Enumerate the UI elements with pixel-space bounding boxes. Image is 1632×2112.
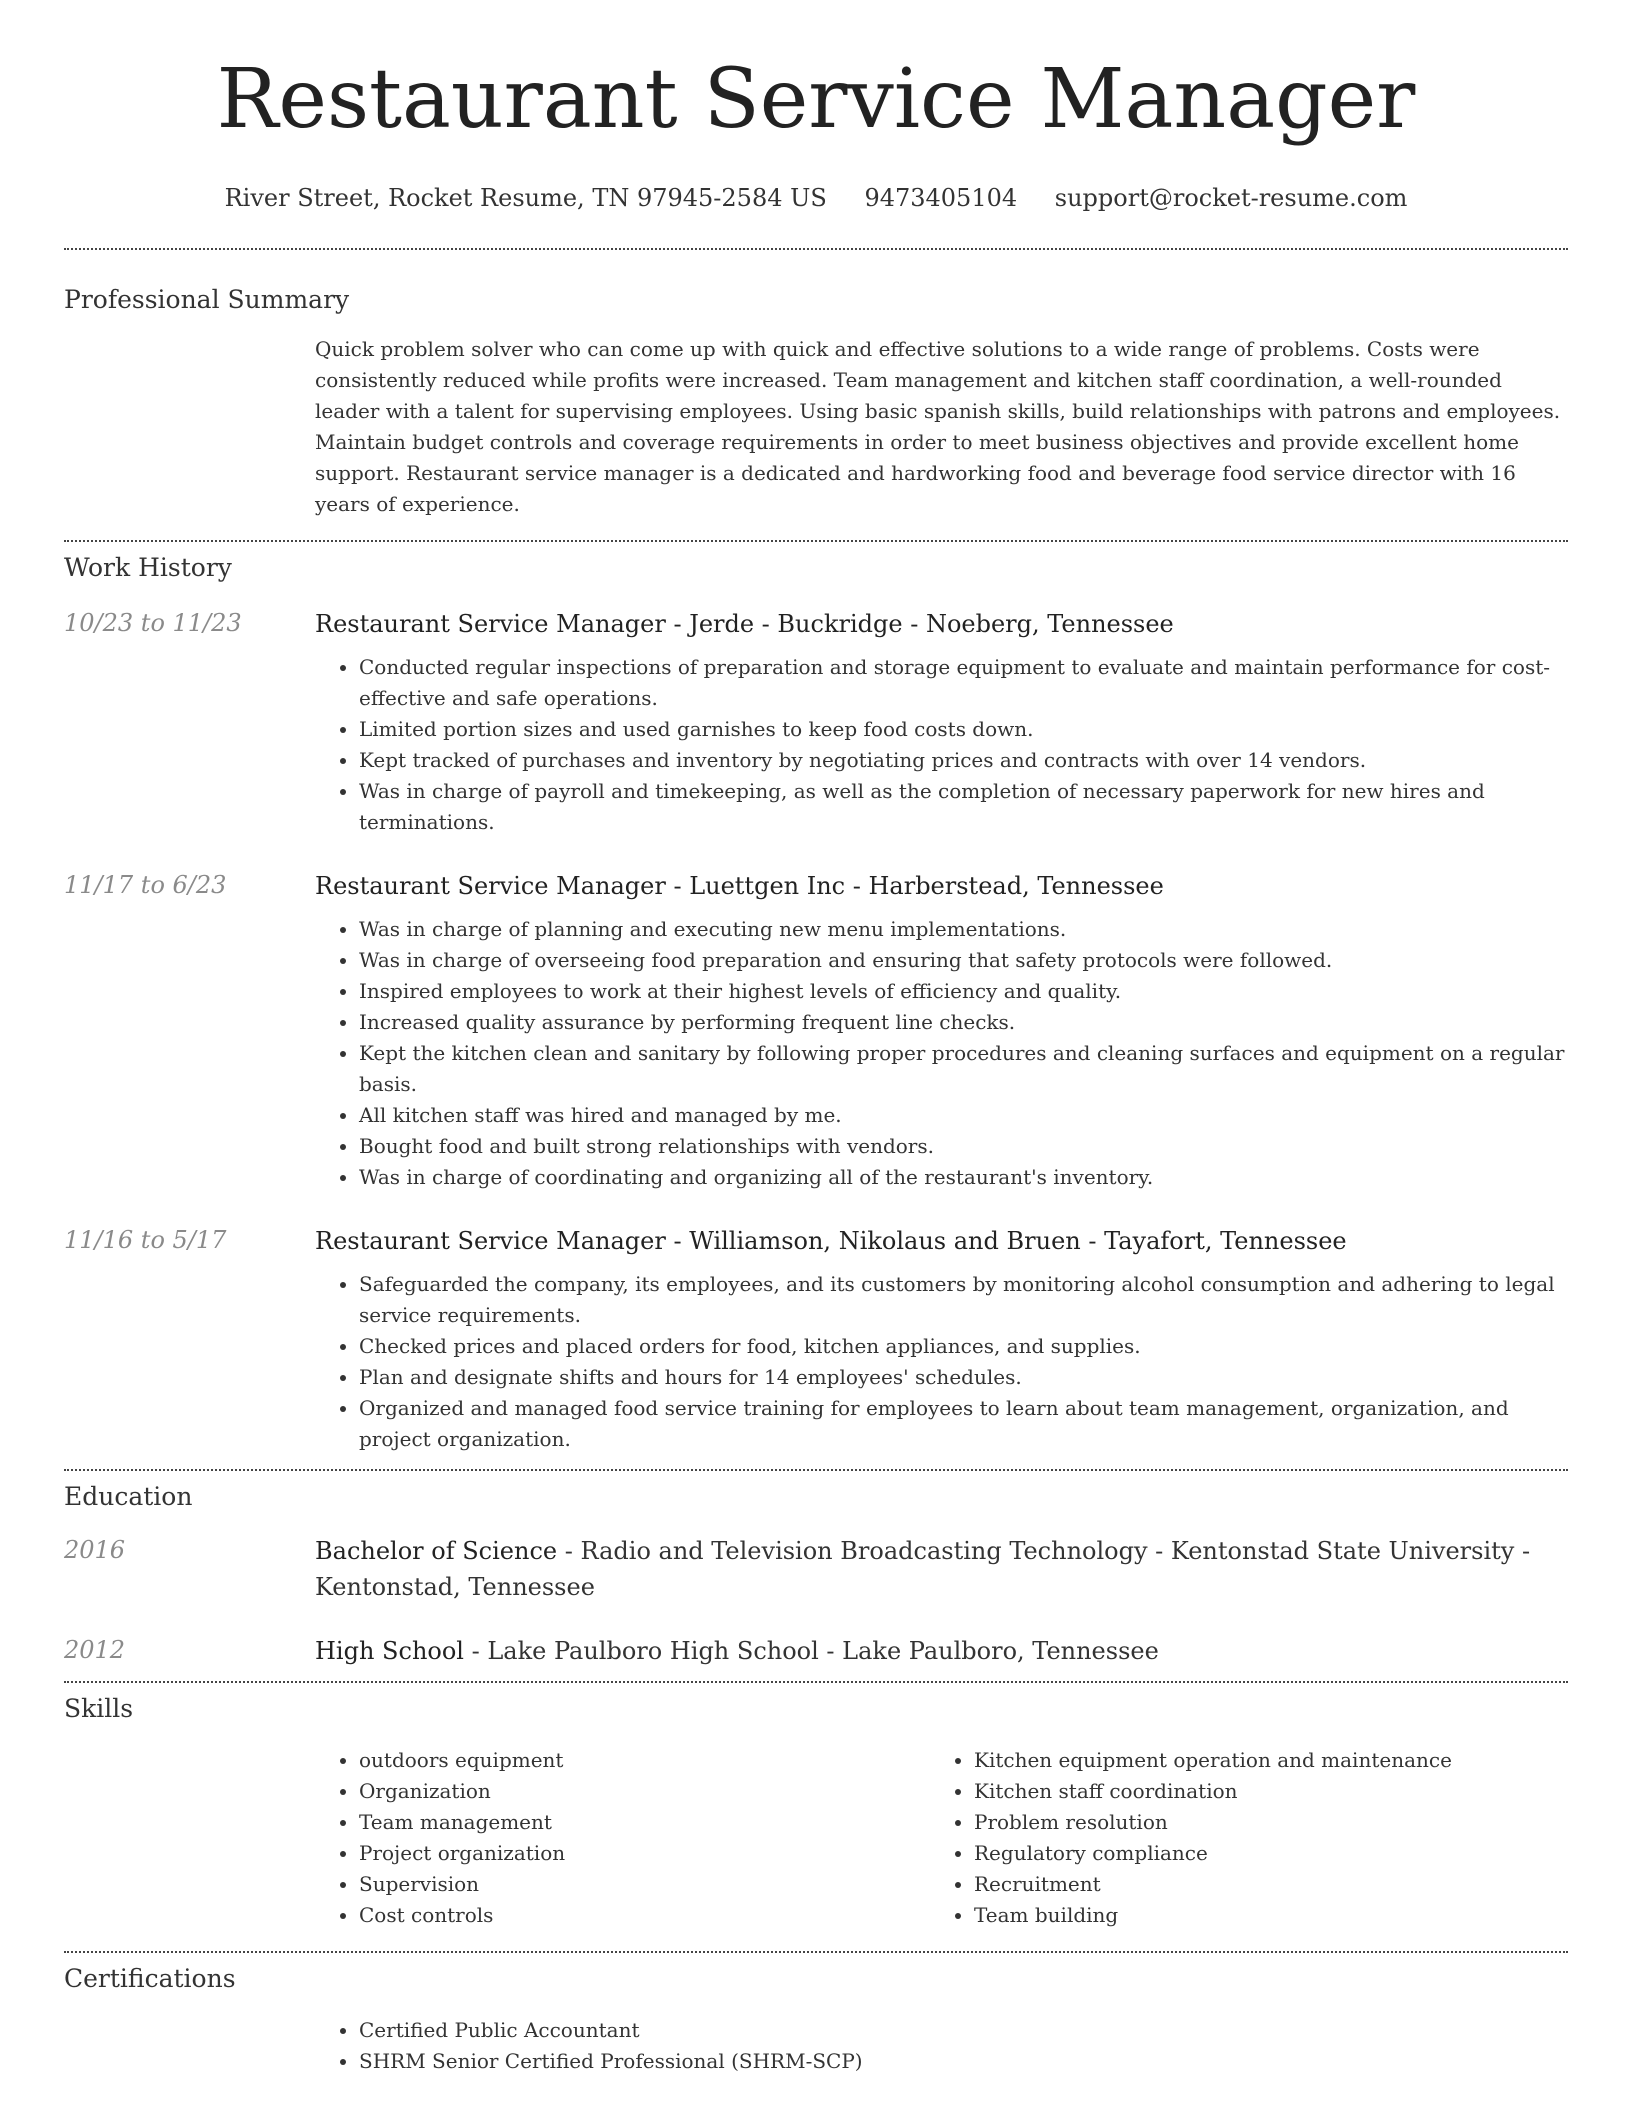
skill-item: • Kitchen equipment operation and maintenance (974, 1745, 1545, 1776)
list-item: • Was in charge of overseeing food preparation and ensuring that safety protocols were followed. (359, 945, 1568, 976)
skills-list-right (930, 1745, 1545, 1931)
list-item: • Increased quality assurance by performing frequent line checks. (359, 1007, 1568, 1038)
list-item: • Inspired employees to work at their highest levels of efficiency and quality. (359, 976, 1568, 1007)
job-entry (64, 1223, 1568, 1455)
skill-item: • Regulatory compliance (974, 1838, 1545, 1869)
skills-list-left (315, 1745, 930, 1931)
job-dates: 11/17 to 6/23 (64, 871, 227, 899)
education-school: - Lake Paulboro High School - Lake Paulboro, Tennessee (463, 1637, 1159, 1665)
list-item: • Safeguarded the company, its employees, and its customers by monitoring alcohol consumption and adhering to legal service requirements. (359, 1269, 1568, 1331)
education-details (315, 1633, 1568, 1669)
candidate-name: Restaurant Service Manager (216, 52, 1416, 147)
skill-item: • Team management (359, 1807, 930, 1838)
skills-section (64, 1683, 1568, 1931)
list-item: • Was in charge of payroll and timekeeping, as well as the completion of necessary paperwork for new hires and terminations. (359, 776, 1568, 838)
list-item: • Was in charge of coordinating and organizing all of the restaurant's inventory. (359, 1162, 1568, 1193)
education-entry (64, 1533, 1568, 1605)
list-item: • All kitchen staff was hired and managed by me. (359, 1100, 1568, 1131)
job-bullets (315, 1269, 1568, 1455)
skill-item: • outdoors equipment (359, 1745, 930, 1776)
job-dates: 11/16 to 5/17 (64, 1226, 227, 1254)
contact-line (64, 182, 1568, 214)
list-item: • Bought food and built strong relationships with vendors. (359, 1131, 1568, 1162)
job-bullets (315, 652, 1568, 838)
section-title-certifications: Certifications (64, 1964, 236, 1993)
certifications-section (64, 1953, 1568, 2077)
job-entry (64, 868, 1568, 1193)
degree: High School (315, 1637, 464, 1665)
skill-item: • Team building (974, 1900, 1545, 1931)
address: River Street, Rocket Resume, TN 97945-2584 US (224, 184, 827, 212)
certification-item: • Certified Public Accountant (359, 2015, 1568, 2046)
skill-item: • Organization (359, 1776, 930, 1807)
skills-columns (315, 1745, 1568, 1931)
certifications-list (315, 2015, 1568, 2077)
list-item: • Was in charge of planning and executing new menu implementations. (359, 914, 1568, 945)
skill-item: • Problem resolution (974, 1807, 1545, 1838)
certification-item: • SHRM Senior Certified Professional (SHRM-SCP) (359, 2046, 1568, 2077)
list-item: • Plan and designate shifts and hours for 14 employees' schedules. (359, 1362, 1568, 1393)
skill-item: • Kitchen staff coordination (974, 1776, 1545, 1807)
education-details (315, 1533, 1568, 1605)
section-title-skills: Skills (64, 1694, 134, 1723)
education-year: 2012 (64, 1636, 126, 1664)
list-item: • Kept tracked of purchases and inventory by negotiating prices and contracts with over 14 vendors. (359, 745, 1568, 776)
job-entry (64, 606, 1568, 838)
skill-item: • Cost controls (359, 1900, 930, 1931)
job-heading: Restaurant Service Manager - Jerde - Buckridge - Noeberg, Tennessee (315, 610, 1174, 638)
education-school: - Radio and Television Broadcasting Technology - Kentonstad State University - Kentonstad, Tennessee (315, 1537, 1531, 1601)
skill-item: • Project organization (359, 1838, 930, 1869)
education-section (64, 1471, 1568, 1669)
list-item: • Limited portion sizes and used garnishes to keep food costs down. (359, 714, 1568, 745)
job-heading: Restaurant Service Manager - Williamson, Nikolaus and Bruen - Tayafort, Tennessee (315, 1227, 1347, 1255)
list-item: • Checked prices and placed orders for food, kitchen appliances, and supplies. (359, 1331, 1568, 1362)
email: support@rocket-resume.com (1054, 184, 1408, 212)
education-entry (64, 1633, 1568, 1669)
job-bullets (315, 914, 1568, 1193)
summary-text: Quick problem solver who can come up with quick and effective solutions to a wide range of problems. Costs were consistently reduced while profits were increased. Team management and kitchen staff coordination, a well-rounded leader with a talent for supervising employees. Using basic spanish skills, build relationships with patrons and employees. Maintain budget controls and coverage requirements in order to meet business objectives and provide excellent home support. Restaurant service manager is a dedicated and hardworking food and beverage food service director with 16 years of experience. (315, 337, 1561, 516)
job-dates: 10/23 to 11/23 (64, 609, 242, 637)
job-heading: Restaurant Service Manager - Luettgen Inc - Harberstead, Tennessee (315, 872, 1164, 900)
phone: 9473405104 (864, 184, 1018, 212)
degree: Bachelor of Science (315, 1537, 558, 1565)
resume-header (64, 0, 1568, 214)
section-title-summary: Professional Summary (64, 285, 350, 314)
summary-section (64, 250, 1568, 520)
list-item: • Kept the kitchen clean and sanitary by following proper procedures and cleaning surfaces and equipment on a regular basis. (359, 1038, 1568, 1100)
skill-item: • Recruitment (974, 1869, 1545, 1900)
work-history-section (64, 542, 1568, 1455)
education-year: 2016 (64, 1536, 126, 1564)
section-title-education: Education (64, 1482, 193, 1511)
skill-item: • Supervision (359, 1869, 930, 1900)
list-item: • Conducted regular inspections of preparation and storage equipment to evaluate and maintain performance for cost-effective and safe operations. (359, 652, 1568, 714)
section-title-work-history: Work History (64, 553, 232, 582)
list-item: • Organized and managed food service training for employees to learn about team management, organization, and project organization. (359, 1393, 1568, 1455)
